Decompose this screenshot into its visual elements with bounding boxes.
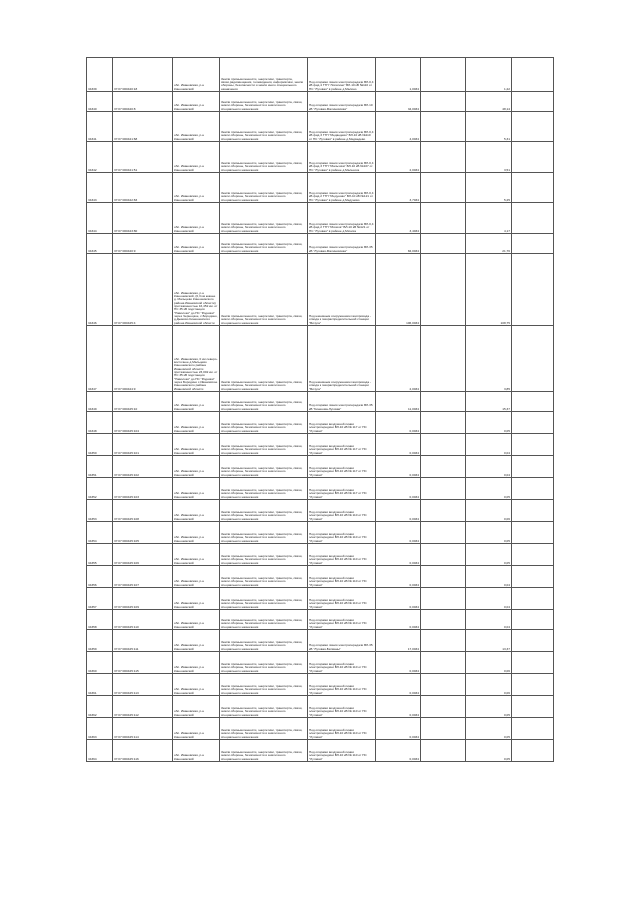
permitted-use: Под опорами воздушной линии электропередачи ВЛ-10 кВ № 110 от ПС "Луговая": [308, 674, 376, 696]
address: обл. Ивановская, р-н Кинешемский: [173, 58, 220, 92]
table-row: [87, 696, 554, 718]
sum-value: 108,75: [466, 254, 512, 326]
empty-cell: [421, 566, 466, 588]
cadastral-number: 37:07:000425:105: [113, 522, 173, 544]
cadastral-number: 37:07:000425:104: [113, 412, 173, 434]
land-category: Земли промышленности, энергетики, транспорта, связи, земли обороны, безопасности и земли иного специального назначения: [220, 434, 308, 456]
permitted-use: Под опорами линии электропередачи ВЛ-0,4 кВ фид.4 ГТП "Лопатино" ВЛ-10 кВ №110 от ПС "Луговая" в районе д.Малино: [308, 58, 376, 92]
address: обл. Ивановская, р-н Кинешемский: [173, 173, 220, 203]
cadastral-number: 37:07:000425:115: [113, 652, 173, 674]
sum-value: 0,04: [466, 610, 512, 630]
address: обл. Ивановская, р-н Кинешемский: [173, 740, 220, 762]
empty-cell: [512, 203, 554, 234]
row-number: 34354: [87, 522, 113, 544]
cadastral-number: 37:07:000425:10: [113, 392, 173, 412]
row-number: 34358: [87, 610, 113, 630]
row-number: 34355: [87, 544, 113, 566]
address: обл. Ивановская, р-н Кинешемский: [173, 652, 220, 674]
address: обл. Ивановская, р-н Кинешемский: [173, 588, 220, 610]
land-category: Земли промышленности, энергетики, транспорта, связи, земли обороны, безопасности и земли иного специального назначения: [220, 456, 308, 478]
table-row: [87, 234, 554, 254]
row-number: 34361: [87, 674, 113, 696]
sum-value: 0,05: [466, 718, 512, 740]
empty-cell: [421, 630, 466, 652]
land-register-table: [86, 57, 554, 762]
area-value: 0,0034: [376, 500, 421, 522]
cadastral-number: 37:07:000423:80: [113, 203, 173, 234]
sum-value: 0,04: [466, 434, 512, 456]
area-value: 0,0034: [376, 652, 421, 674]
cadastral-number: 37:07:000425:112: [113, 696, 173, 718]
empty-cell: [421, 696, 466, 718]
permitted-use: Под опорами линии электропередачи ВЛ-0,4 кВ фид.2 ГТП "Медуново" ВЛ-10 кВ №121 от ПС "Луговая" в районе д.Медуново: [308, 173, 376, 203]
area-value: 0,0034: [376, 434, 421, 456]
cadastral-number: 37:07:000425:116: [113, 740, 173, 762]
table-row: [87, 500, 554, 522]
row-number: 34350: [87, 434, 113, 456]
cadastral-number: 37:07:000420:18: [113, 58, 173, 92]
permitted-use: Под опорами линии электропередачи ВЛ-35 кВ "Кинешма-Луговая": [308, 392, 376, 412]
table-row: [87, 674, 554, 696]
table-row: [87, 392, 554, 412]
address: обл. Ивановская, р-н Кинешемский: [173, 112, 220, 142]
permitted-use: Под опорами линии электропередачи ВЛ-0,4 кВ фид.3 ГТП "Медведево" ВЛ-10 кВ №110 от ПС "Луговая" в районе д.Медведево: [308, 112, 376, 142]
area-value: 2,0034: [376, 142, 421, 173]
land-category: Земли промышленности, энергетики, транспорта, связи, земли обороны, безопасности и земли иного специального назначения: [220, 112, 308, 142]
table-row: [87, 112, 554, 142]
area-value: 0,0034: [376, 456, 421, 478]
empty-cell: [512, 412, 554, 434]
table-row: [87, 142, 554, 173]
empty-cell: [512, 566, 554, 588]
row-number: 34345: [87, 234, 113, 254]
address: обл. Ивановская, р-н Кинешемский: [173, 478, 220, 500]
permitted-use: Под опорами воздушной линии электропередачи ВЛ-10 кВ № 117 от ПС "Луговая": [308, 434, 376, 456]
land-category: Земли промышленности, энергетики, транспорта, связи, земли обороны, безопасности и земли иного специального назначения: [220, 740, 308, 762]
area-value: 11,0034: [376, 392, 421, 412]
area-value: 1,0034: [376, 58, 421, 92]
empty-cell: [512, 610, 554, 630]
table-row: [87, 326, 554, 392]
land-category: Земли промышленности, энергетики, транспорта, связи, земли обороны, безопасности и земли иного специального назначения: [220, 696, 308, 718]
land-category: Земли промышленности, энергетики, транспорта, связи, земли обороны, безопасности и земли иного специального назначения: [220, 588, 308, 610]
sum-value: 3,51: [466, 142, 512, 173]
empty-cell: [421, 58, 466, 92]
empty-cell: [421, 234, 466, 254]
land-category: Земли промышленности, энергетики, транспорта, связи, земли обороны, безопасности и земли иного специального назначения: [220, 674, 308, 696]
row-number: 34364: [87, 740, 113, 762]
land-category: Земли промышленности, энергетики, транспорта, связи, земли обороны, безопасности и земли иного специального назначения: [220, 718, 308, 740]
area-value: 106,0034: [376, 254, 421, 326]
permitted-use: Под опорами воздушной линии электропередачи ВЛ-10 кВ № 117 от ПС "Луговая": [308, 456, 376, 478]
land-category: Земли промышленности, энергетики, транспорта, связи, земли обороны, безопасности и земли иного специального назначения: [220, 234, 308, 254]
address: обл. Ивановская, р-н Кинешемский: [173, 630, 220, 652]
sum-value: 4,17: [466, 203, 512, 234]
row-number: 34360: [87, 652, 113, 674]
empty-cell: [512, 718, 554, 740]
table-row: [87, 434, 554, 456]
table-row: [87, 630, 554, 652]
row-number: 34352: [87, 478, 113, 500]
area-value: 0,0034: [376, 522, 421, 544]
land-category: Земли промышленности, энергетики, транспорта, связи,радиовещания, телевидения, информатики, земли обороны, безопасности и земли иного специального назначения: [220, 58, 308, 92]
address: обл. Ивановская, р-н Кинешемский: [173, 696, 220, 718]
sum-value: 15,37: [466, 392, 512, 412]
empty-cell: [512, 696, 554, 718]
empty-cell: [421, 478, 466, 500]
cadastral-number: 37:07:000425:110: [113, 610, 173, 630]
permitted-use: Под опорами воздушной линии электропередачи ВЛ-10 кВ № 117 от ПС "Луговая": [308, 478, 376, 500]
sum-value: 0,05: [466, 544, 512, 566]
table-row: [87, 522, 554, 544]
address: обл. Ивановская, р-н Кинешемский: [173, 412, 220, 434]
empty-cell: [512, 478, 554, 500]
empty-cell: [512, 58, 554, 92]
cadastral-number: 37:07:000425:113: [113, 674, 173, 696]
address: обл. Ивановская, р-н Кинешемский: [173, 566, 220, 588]
row-number: 34351: [87, 456, 113, 478]
sum-value: 0,04: [466, 566, 512, 588]
cadastral-number: 37:07:000422:83: [113, 173, 173, 203]
table-row: [87, 652, 554, 674]
permitted-use: Под наземным сооружением газопровода - отвода к газораспределительной станции "Вичуга": [308, 254, 376, 326]
empty-cell: [512, 456, 554, 478]
land-category: Земли промышленности, энергетики, транспорта, связи, земли обороны, безопасности и земли иного специального назначения: [220, 326, 308, 392]
permitted-use: Под опорами воздушной линии электропередачи ВЛ-10 кВ № 110 от ПС "Луговая": [308, 544, 376, 566]
empty-cell: [421, 652, 466, 674]
empty-cell: [421, 142, 466, 173]
table-row: [87, 203, 554, 234]
row-number: 34349: [87, 392, 113, 412]
permitted-use: Под опорами воздушной линии электропередачи ВЛ-10 кВ № 110 от ПС "Луговая": [308, 610, 376, 630]
empty-cell: [421, 392, 466, 412]
area-value: 17,0034: [376, 630, 421, 652]
cadastral-number: 37:07:000425:4: [113, 254, 173, 326]
permitted-use: Под опорами воздушной линии электропередачи ВЛ-10 кВ № 117 от ПС "Луговая": [308, 412, 376, 434]
permitted-use: Под опорами линии электропередачи ВЛ-35 кВ "Луговая-Малиновская": [308, 234, 376, 254]
land-category: Земли промышленности, энергетики, транспорта, связи, земли обороны, безопасности и земли иного специального назначения: [220, 630, 308, 652]
address: обл. Ивановская, р-н Кинешемский: [173, 544, 220, 566]
address: обл. Ивановская, р-н Кинешемский: [173, 456, 220, 478]
empty-cell: [421, 326, 466, 392]
table-row: [87, 456, 554, 478]
sum-value: 0,05: [466, 696, 512, 718]
land-category: Земли промышленности, энергетики, транспорта, связи, земли обороны, безопасности и земли иного специального назначения: [220, 610, 308, 630]
empty-cell: [421, 173, 466, 203]
row-number: 34344: [87, 203, 113, 234]
cadastral-number: 37:07:000425:106: [113, 544, 173, 566]
permitted-use: Под опорами воздушной линии электропередачи ВЛ-10 кВ № 110 от ПС "Луговая": [308, 522, 376, 544]
permitted-use: Под опорами линии электропередачи ВЛ-35 кВ "Луговая-Батманы": [308, 630, 376, 652]
cadastral-number: 37:07:000425:103: [113, 478, 173, 500]
row-number: 34346: [87, 254, 113, 326]
empty-cell: [512, 630, 554, 652]
empty-cell: [421, 203, 466, 234]
address: обл. Ивановская, 0 км северо-восточнее д.Мальцево Кинешемского района Ивановской области протяжённостью 23,002 км. от ПС 35 кВ подстанция "Наволоки" до ПС "Родники" через Бородино с.Ивановское Кинешемского района Ивановской области: [173, 326, 220, 392]
area-value: 34,0034: [376, 92, 421, 112]
permitted-use: Под наземным сооружением газопровода - отвода к газораспределительной станции "Вичуга": [308, 326, 376, 392]
permitted-use: Под опорами воздушной линии электропередачи ВЛ-10 кВ № 110 от ПС "Луговая": [308, 500, 376, 522]
land-category: Земли промышленности, энергетики, транспорта, связи, земли обороны, безопасности и земли иного специального назначения: [220, 173, 308, 203]
row-number: 34342: [87, 142, 113, 173]
empty-cell: [421, 544, 466, 566]
cadastral-number: 37:07:000421:51: [113, 142, 173, 173]
area-value: 0,0034: [376, 588, 421, 610]
land-category: Земли промышленности, энергетики, транспорта, связи, земли обороны, безопасности и земли иного специального назначения: [220, 92, 308, 112]
empty-cell: [512, 234, 554, 254]
area-value: 0,0034: [376, 478, 421, 500]
address: обл. Ивановская, р-н Кинешемский: [173, 522, 220, 544]
sum-value: 0,04: [466, 456, 512, 478]
land-category: Земли промышленности, энергетики, транспорта, связи, земли обороны, безопасности и земли иного специального назначения: [220, 392, 308, 412]
row-number: 34347: [87, 326, 113, 392]
sum-value: 0,06: [466, 500, 512, 522]
row-number: 34340: [87, 92, 113, 112]
area-value: 0,0034: [376, 412, 421, 434]
address: обл. Ивановская, р-н Кинешемский: [173, 500, 220, 522]
address: обл. Ивановская, р-н Кинешемский: [173, 203, 220, 234]
table-row: [87, 412, 554, 434]
empty-cell: [512, 652, 554, 674]
cadastral-number: 37:07:000425:109: [113, 588, 173, 610]
land-category: Земли промышленности, энергетики, транспорта, связи, земли обороны, безопасности и земли иного специального назначения: [220, 522, 308, 544]
land-category: Земли промышленности, энергетики, транспорта, связи, земли обороны, безопасности и земли иного специального назначения: [220, 566, 308, 588]
empty-cell: [512, 142, 554, 173]
empty-cell: [512, 500, 554, 522]
table-row: [87, 58, 554, 92]
empty-cell: [421, 456, 466, 478]
table-row: [87, 478, 554, 500]
empty-cell: [421, 674, 466, 696]
sum-value: 0,05: [466, 740, 512, 762]
empty-cell: [421, 254, 466, 326]
empty-cell: [421, 740, 466, 762]
area-value: 0,0034: [376, 610, 421, 630]
land-category: Земли промышленности, энергетики, транспорта, связи, земли обороны, безопасности и земли иного специального назначения: [220, 412, 308, 434]
permitted-use: Под опорами воздушной линии электропередачи ВЛ-10 кВ № 110 от ПС "Луговая": [308, 696, 376, 718]
sum-value: 1,22: [466, 58, 512, 92]
empty-cell: [512, 254, 554, 326]
sum-value: 0,05: [466, 412, 512, 434]
empty-cell: [421, 112, 466, 142]
empty-cell: [512, 434, 554, 456]
table-body: [87, 58, 554, 762]
empty-cell: [512, 392, 554, 412]
table-row: [87, 544, 554, 566]
area-value: 0,0034: [376, 718, 421, 740]
table-row: [87, 566, 554, 588]
empty-cell: [512, 112, 554, 142]
land-category: Земли промышленности, энергетики, транспорта, связи, земли обороны, безопасности и земли иного специального назначения: [220, 478, 308, 500]
sum-value: 0,06: [466, 652, 512, 674]
permitted-use: Под опорами воздушной линии электропередачи ВЛ-10 кВ № 110 от ПС "Луговая": [308, 652, 376, 674]
row-number: 34348: [87, 412, 113, 434]
cadastral-number: 37:07:000425:108: [113, 500, 173, 522]
sum-value: 0,04: [466, 588, 512, 610]
cadastral-number: 37:07:000425:101: [113, 434, 173, 456]
address: обл. Ивановская, р-н Кинешемский: [173, 718, 220, 740]
row-number: 34362: [87, 696, 113, 718]
area-value: 0,0034: [376, 674, 421, 696]
land-category: Земли промышленности, энергетики, транспорта, связи, земли обороны, безопасности и земли иного специального назначения: [220, 254, 308, 326]
area-value: 0,0034: [376, 740, 421, 762]
sum-value: 48,14: [466, 92, 512, 112]
cadastral-number: 37:07:000425:107: [113, 566, 173, 588]
empty-cell: [421, 522, 466, 544]
empty-cell: [421, 718, 466, 740]
row-number: 34353: [87, 500, 113, 522]
empty-cell: [421, 92, 466, 112]
empty-cell: [512, 326, 554, 392]
table-row: [87, 588, 554, 610]
row-number: 34339: [87, 58, 113, 92]
land-category: Земли промышленности, энергетики, транспорта, связи, земли обороны, безопасности и земли иного специального назначения: [220, 500, 308, 522]
empty-cell: [512, 588, 554, 610]
table-row: [87, 92, 554, 112]
empty-cell: [421, 412, 466, 434]
empty-cell: [421, 588, 466, 610]
sum-value: 0,06: [466, 674, 512, 696]
address: обл. Ивановская, р-н Кинешемский, (0,3 км южнее д. Мальцево Кинешемского района Ивановской области) протяжённостью 16,452 км. от ПС 35 кВ подстанция "Наволоки" до ПС "Родники" через Чернецкое, с.Бородино, д.Дьяково Кинешемского района Ивановской области: [173, 254, 220, 326]
empty-cell: [421, 610, 466, 630]
area-value: 3,7034: [376, 173, 421, 203]
address: обл. Ивановская, р-н Кинешемский: [173, 92, 220, 112]
sum-value: 5,25: [466, 173, 512, 203]
address: обл. Ивановская, р-н Кинешемский: [173, 674, 220, 696]
permitted-use: Под опорами воздушной линии электропередачи ВЛ-10 кВ № 110 от ПС "Луговая": [308, 740, 376, 762]
land-category: Земли промышленности, энергетики, транспорта, связи, земли обороны, безопасности и земли иного специального назначения: [220, 544, 308, 566]
empty-cell: [512, 674, 554, 696]
table-row: [87, 740, 554, 762]
empty-cell: [421, 434, 466, 456]
permitted-use: Под опорами воздушной линии электропередачи ВЛ-10 кВ № 110 от ПС "Луговая": [308, 566, 376, 588]
empty-cell: [512, 173, 554, 203]
area-value: 4,0034: [376, 112, 421, 142]
cadastral-number: 37:07:000420:8: [113, 92, 173, 112]
table-row: [87, 173, 554, 203]
table-row: [87, 610, 554, 630]
address: обл. Ивановская, р-н Кинешемский: [173, 392, 220, 412]
address: обл. Ивановская, р-н Кинешемский: [173, 434, 220, 456]
empty-cell: [512, 544, 554, 566]
area-value: 84,0034: [376, 234, 421, 254]
area-value: 3,4034: [376, 203, 421, 234]
row-number: 34341: [87, 112, 113, 142]
sum-value: 21,76: [466, 234, 512, 254]
permitted-use: Под опорами линии электропередачи ВЛ-10 кВ "Луговая-Малиновская": [308, 92, 376, 112]
sum-value: 13,37: [466, 630, 512, 652]
row-number: 34357: [87, 588, 113, 610]
area-value: 0,0034: [376, 544, 421, 566]
permitted-use: Под опорами воздушной линии электропередачи ВЛ-10 кВ № 110 от ПС "Луговая": [308, 718, 376, 740]
cadastral-number: 37:07:000421:68: [113, 112, 173, 142]
sum-value: 0,05: [466, 522, 512, 544]
sum-value: 5,31: [466, 112, 512, 142]
row-number: 34343: [87, 173, 113, 203]
cadastral-number: 37:07:000424:9: [113, 326, 173, 392]
row-number: 34356: [87, 566, 113, 588]
permitted-use: Под опорами линии электропередачи ВЛ-0,4 кВ фид.3 ГТП "Мальчиха" ВЛ-10 кВ №107 от ПС "Луговая" в районе д.Мальчиха: [308, 142, 376, 173]
empty-cell: [512, 740, 554, 762]
cadastral-number: 37:07:000425:102: [113, 456, 173, 478]
area-value: 2,0034: [376, 326, 421, 392]
row-number: 34359: [87, 630, 113, 652]
area-value: 0,0034: [376, 696, 421, 718]
cadastral-number: 37:07:000425:111: [113, 630, 173, 652]
land-category: Земли промышленности, энергетики, транспорта, связи, земли обороны, безопасности и земли иного специального назначения: [220, 203, 308, 234]
permitted-use: Под опорами линии электропередачи ВЛ-0,4 кВ фид.2 ГТП "Мячиха" ВЛ-10 кВ №121 от ПС "Луговая" в районе д.Мячиха: [308, 203, 376, 234]
address: обл. Ивановская, р-н Кинешемский: [173, 142, 220, 173]
cadastral-number: 37:07:000420:9: [113, 234, 173, 254]
cadastral-number: 37:07:000425:114: [113, 718, 173, 740]
row-number: 34363: [87, 718, 113, 740]
address: обл. Ивановская, р-н Кинешемский: [173, 610, 220, 630]
address: обл. Ивановская, р-н Кинешемский: [173, 234, 220, 254]
permitted-use: Под опорами воздушной линии электропередачи ВЛ-10 кВ № 110 от ПС "Луговая": [308, 588, 376, 610]
land-category: Земли промышленности, энергетики, транспорта, связи, земли обороны, безопасности и земли иного специального назначения: [220, 652, 308, 674]
land-category: Земли промышленности, энергетики, транспорта, связи, земли обороны, безопасности и земли иного специального назначения: [220, 142, 308, 173]
empty-cell: [512, 92, 554, 112]
table-row: [87, 718, 554, 740]
empty-cell: [512, 522, 554, 544]
table-row: [87, 254, 554, 326]
empty-cell: [421, 500, 466, 522]
sum-value: 3,85: [466, 326, 512, 392]
sum-value: 0,05: [466, 478, 512, 500]
area-value: 0,0034: [376, 566, 421, 588]
